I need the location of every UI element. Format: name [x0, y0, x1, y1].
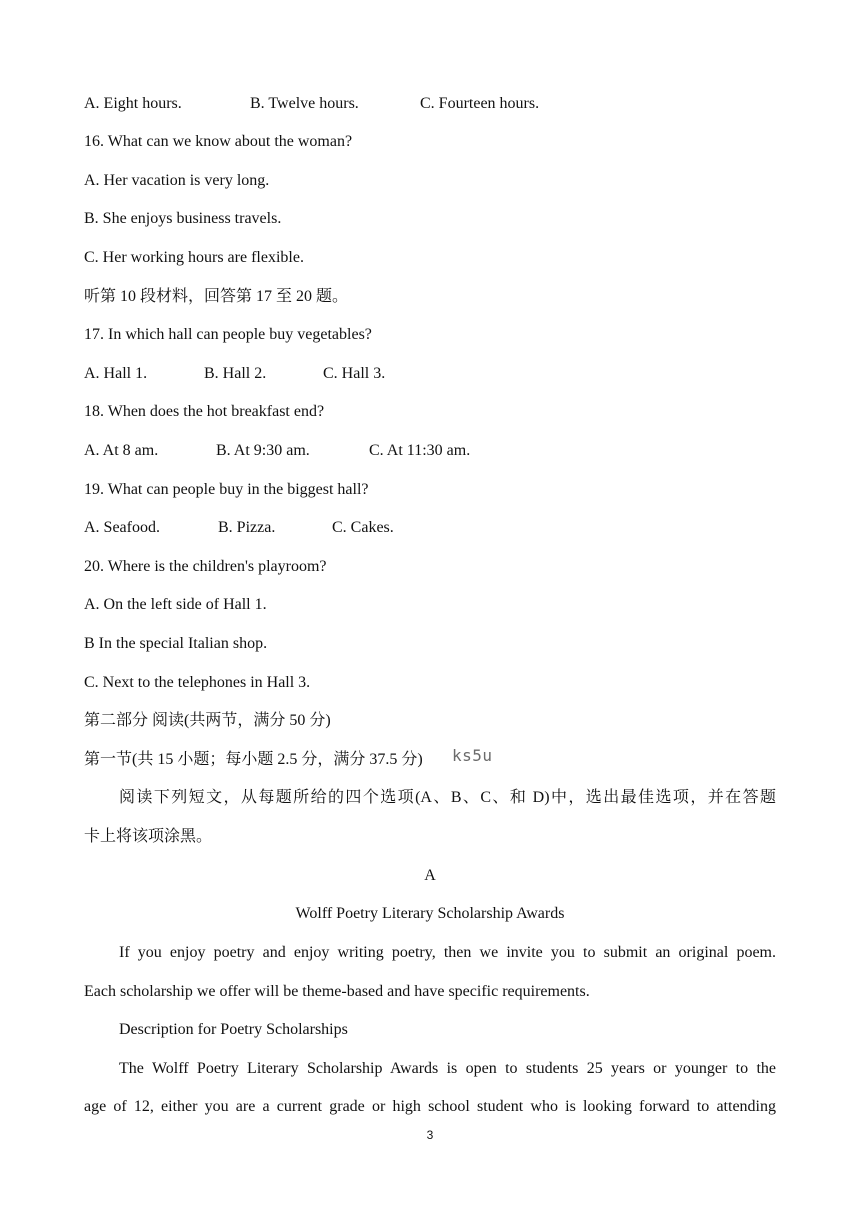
q19-option-b: B. Pizza.	[218, 519, 276, 536]
q18-option-b: B. At 9:30 am.	[216, 442, 310, 459]
q20-option-b: B In the special Italian shop.	[84, 635, 268, 652]
q16-option-b: B. She enjoys business travels.	[84, 210, 282, 227]
q20-option-c: C. Next to the telephones in Hall 3.	[84, 674, 311, 691]
q19-option-a: A. Seafood.	[84, 519, 160, 536]
q17-option-a: A. Hall 1.	[84, 365, 148, 382]
q17-question: 17. In which hall can people buy vegetables?	[84, 326, 372, 343]
q18-question: 18. When does the hot breakfast end?	[84, 403, 325, 420]
section10-instruction: 听第 10 段材料，回答第 17 至 20 题。	[84, 288, 349, 305]
paragraph1-line1: If you enjoy poetry and enjoy writing poetry, then we invite you to submit an original poem.	[119, 944, 776, 961]
q20-option-a: A. On the left side of Hall 1.	[84, 596, 267, 613]
paragraph1-line2: Each scholarship we offer will be theme-based and have specific requirements.	[84, 983, 590, 1000]
section1-heading: 第一节(共 15 小题；每小题 2.5 分，满分 37.5 分)	[84, 751, 423, 768]
ks5u-watermark: ks5u	[452, 746, 493, 765]
q18-option-a: A. At 8 am.	[84, 442, 159, 459]
q18-option-c: C. At 11:30 am.	[369, 442, 471, 459]
q20-question: 20. Where is the children's playroom?	[84, 558, 327, 575]
q15-option-a: A. Eight hours.	[84, 95, 182, 112]
page-number: 3	[426, 1128, 434, 1142]
reading-instruction-line1: 阅读下列短文，从每题所给的四个选项(A、B、C、和 D)中，选出最佳选项，并在答题	[119, 789, 776, 806]
q15-option-b: B. Twelve hours.	[250, 95, 359, 112]
q16-question: 16. What can we know about the woman?	[84, 133, 353, 150]
q16-option-c: C. Her working hours are flexible.	[84, 249, 304, 266]
q19-question: 19. What can people buy in the biggest hall?	[84, 481, 369, 498]
passage-letter: A	[424, 867, 436, 884]
q19-option-c: C. Cakes.	[332, 519, 394, 536]
paragraph2-line1: The Wolff Poetry Literary Scholarship Awards is open to students 25 years or younger to the	[119, 1060, 776, 1077]
q17-option-c: C. Hall 3.	[323, 365, 386, 382]
q15-option-c: C. Fourteen hours.	[420, 95, 540, 112]
q17-option-b: B. Hall 2.	[204, 365, 267, 382]
subheading: Description for Poetry Scholarships	[119, 1021, 348, 1038]
q16-option-a: A. Her vacation is very long.	[84, 172, 270, 189]
passage-title: Wolff Poetry Literary Scholarship Awards	[295, 905, 565, 922]
paragraph2-line2: age of 12, either you are a current grade or high school student who is looking forward to attending	[84, 1098, 776, 1115]
part2-heading: 第二部分 阅读(共两节，满分 50 分)	[84, 712, 331, 729]
reading-instruction-line2: 卡上将该项涂黑。	[84, 828, 213, 845]
